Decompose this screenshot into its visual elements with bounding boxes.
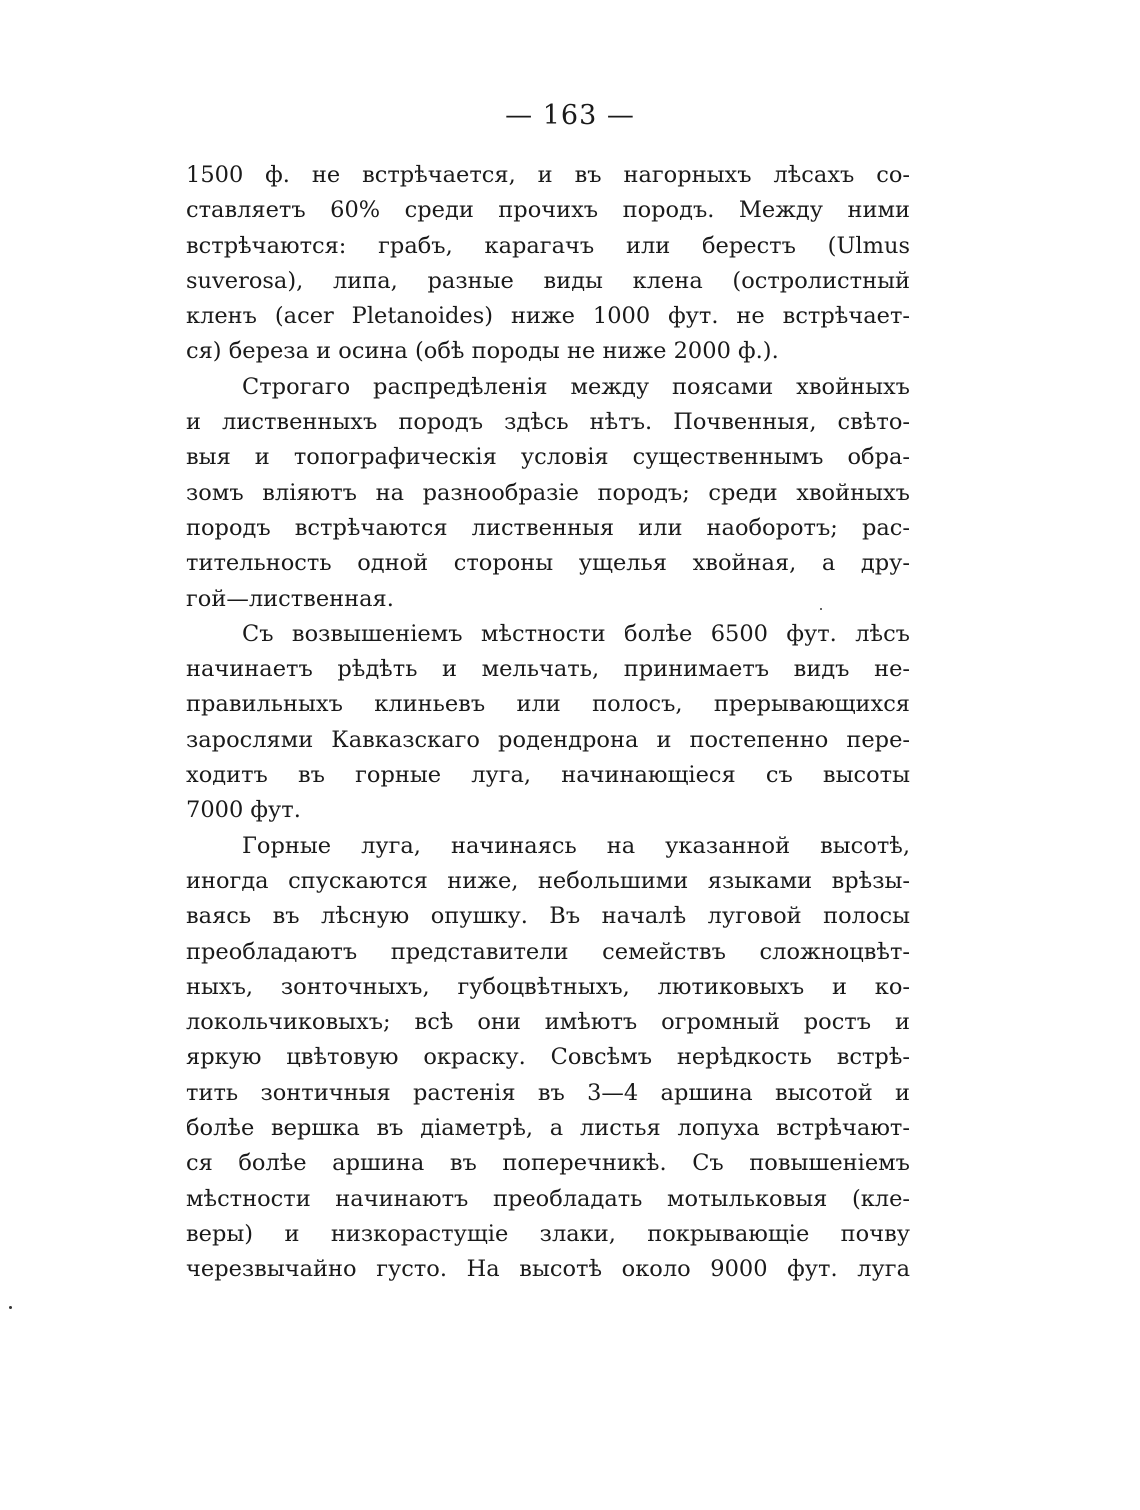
text-line: болѣе вершка въ діаметрѣ, а листья лопуха встрѣчают- xyxy=(186,1115,910,1142)
text-line: встрѣчаются: грабъ, карагачъ или берестъ (Ulmus xyxy=(186,232,910,259)
text-line: породъ встрѣчаются лиственныя или наоборотъ; рас- xyxy=(186,514,910,541)
paragraph xyxy=(186,158,910,370)
text-line: тить зонтичныя растенія въ 3—4 аршина высотой и xyxy=(186,1079,910,1106)
text-line: яркую цвѣтовую окраску. Совсѣмъ нерѣдкость встрѣ- xyxy=(186,1044,910,1071)
text-line: ся) береза и осина (обѣ породы не ниже 2000 ф.). xyxy=(186,338,779,365)
text-line: Съ возвышеніемъ мѣстности болѣе 6500 фут. лѣсъ xyxy=(242,620,910,647)
text-line: веры) и низкорастущіе злаки, покрывающіе почву xyxy=(186,1220,910,1247)
text-line: мѣстности начинаютъ преобладать мотыльковыя (кле- xyxy=(186,1185,910,1212)
text-line: suverosa), липа, разные виды клена (остролистный xyxy=(186,267,910,294)
text-line: ходитъ въ горные луга, начинающіеся съ высоты xyxy=(186,762,910,789)
text-line: тительность одной стороны ущелья хвойная, а дру- xyxy=(186,550,910,577)
text-line: кленъ (acer Pletanoides) ниже 1000 фут. не встрѣчает- xyxy=(186,303,910,330)
paragraph xyxy=(186,370,910,617)
text-line: и лиственныхъ породъ здѣсь нѣтъ. Почвенныя, свѣто- xyxy=(186,409,910,436)
paragraph xyxy=(186,617,910,829)
text-line: 7000 фут. xyxy=(186,797,301,824)
text-line: ныхъ, зонточныхъ, губоцвѣтныхъ, лютиковыхъ и ко- xyxy=(186,973,910,1000)
text-line: Горные луга, начинаясь на указанной высотѣ, xyxy=(242,832,910,859)
text-line: локольчиковыхъ; всѣ они имѣютъ огромный ростъ и xyxy=(186,1009,910,1036)
text-line: ваясь въ лѣсную опушку. Въ началѣ луговой полосы xyxy=(186,903,910,930)
text-line: гой—лиственная. xyxy=(186,585,394,612)
text-line: черезвычайно густо. На высотѣ около 9000 фут. луга xyxy=(186,1256,910,1283)
text-line: начинаетъ рѣдѣть и мельчать, принимаетъ видъ не- xyxy=(186,656,910,683)
scan-speck xyxy=(820,608,822,610)
text-line: Строгаго распредѣленія между поясами хвойныхъ xyxy=(242,373,910,400)
page-number: — 163 — xyxy=(505,100,635,131)
text-line: иногда спускаются ниже, небольшими языками врѣзы- xyxy=(186,867,910,894)
text-line: зомъ вліяютъ на разнообразіе породъ; среди хвойныхъ xyxy=(186,479,910,506)
text-line: выя и топографическія условія существеннымъ обра- xyxy=(186,444,910,471)
text-line: зарослями Кавказскаго родендрона и постепенно пере- xyxy=(186,726,910,753)
paragraph xyxy=(186,829,910,1288)
text-line: преобладаютъ представители семействъ сложноцвѣт- xyxy=(186,938,910,965)
body-text xyxy=(186,158,910,1288)
text-line: правильныхъ клиньевъ или полосъ, прерывающихся xyxy=(186,691,910,718)
text-line: ся болѣе аршина въ поперечникѣ. Съ повышеніемъ xyxy=(186,1150,910,1177)
scan-speck xyxy=(9,1306,12,1309)
text-line: 1500 ф. не встрѣчается, и въ нагорныхъ лѣсахъ со- xyxy=(186,162,910,188)
text-line: ставляетъ 60% среди прочихъ породъ. Между ними xyxy=(186,197,910,224)
